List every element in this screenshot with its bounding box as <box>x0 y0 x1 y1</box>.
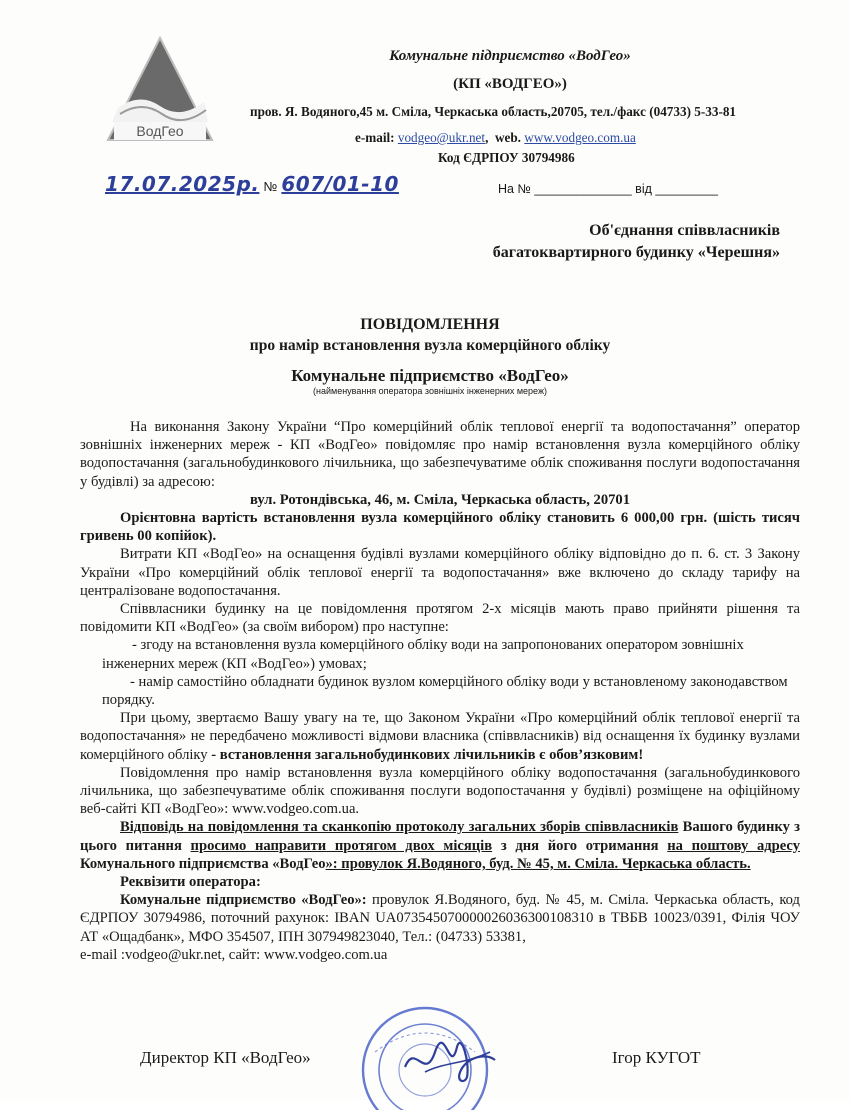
recipient-block <box>440 220 780 264</box>
response-part-c: просимо направити протягом двох місяців <box>190 837 493 854</box>
doc-title: ПОВІДОМЛЕННЯ <box>360 316 500 333</box>
paragraph-mandatory <box>80 709 800 764</box>
outgoing-number: 607/01-10 <box>281 172 399 196</box>
response-part-d: з дня його отримання <box>492 837 668 854</box>
ref-blank: ______________ <box>534 182 632 196</box>
from-label: від <box>635 182 652 196</box>
outgoing-date: 17.07.2025р. <box>105 172 260 196</box>
requisites-email: e-mail :vodgeo@ukr.net, сайт: www.vodgeo.com.ua <box>80 946 388 963</box>
email-link[interactable]: vodgeo@ukr.net <box>397 130 486 145</box>
response-part-a: Відповідь на повідомлення та сканкопію протоколу загальних зборів співвласників <box>120 819 679 836</box>
paragraph-response <box>80 818 800 873</box>
requisites-body: провулок Я.Водяного, буд. № 45, м. Сміла. Черкаська область, код ЄДРПОУ 30794986, поточний рахунок: IBAN UA073545070000026036300108310 в ТВБВ 10023/0391, Філія ЧОУ АТ «Ощадбанк», МФО 354507, ІПН 307949823040, Тел.: (04733) 53381, <box>80 892 800 945</box>
paragraph-website: Повідомлення про намір встановлення вузла комерційного обліку водопостачання (загальнобудинкового лічильника, що забезпечуватиме облік споживання послуги водопостачання у будівлі) розміщене на офіційному веб-сайті КП «ВодГео»: www.vodgeo.com.ua. <box>80 764 800 818</box>
option-self-install: - намір самостійно обладнати будинок вузлом комерційного обліку води у встановленому законодавством порядку. <box>102 673 788 709</box>
outgoing-num-label: № <box>263 179 278 194</box>
signer-name: Ігор КУГОТ <box>612 1048 701 1067</box>
option-consent: - згоду на встановлення вузла комерційного обліку води на запропонованих оператором зовнішніх інженерних мереж (КП «ВодГео») умовах; <box>102 637 744 672</box>
paragraph-rights: Співвласники будинку на це повідомлення протягом 2-х місяців мають право прийняти рішення та повідомити КП «ВодГео» (за своїм вибором) про наступне: <box>80 601 800 636</box>
cost-paragraph: Орієнтовна вартість встановлення вузла комерційного обліку становить 6 000,00 грн. (шість тисяч гривень 00 копійок). <box>80 510 800 545</box>
logo-text: ВодГео <box>136 123 184 139</box>
vodgeo-logo <box>100 30 220 150</box>
outgoing-line <box>105 172 435 204</box>
paragraph-costs: Витрати КП «ВодГео» на оснащення будівлі вузлами комерційного обліку відповідно до п. 6. ст. 3 Закону України «Про комерційний облік теплової енергії та водопостачання» вже включено до складу тарифу на централізоване водопостачання. <box>80 546 800 599</box>
requisites-bold: Комунальне підприємство «ВодГео»: <box>120 892 367 909</box>
mandatory-text: При цьому, звертаємо Вашу увагу на те, що Законом України «Про комерційний облік теплової енергії та водопостачання» не передбачено можливості відмови власника (співвласників) від оснащення їх будинку вузлами комерційного обліку <box>80 710 800 763</box>
org-contacts: e-mail: vodgeo@ukr.net, web. www.vodgeo.com.ua <box>355 130 636 145</box>
mandatory-end: ! <box>638 746 644 763</box>
letter-body <box>80 418 800 964</box>
email-label: e-mail: <box>355 130 395 145</box>
recipient-line-1: Об'єднання співвласників <box>589 222 780 239</box>
ref-label: На № <box>498 182 531 196</box>
from-blank: _________ <box>655 182 718 196</box>
object-address: вул. Ротондівська, 46, м. Сміла, Черкаська область, 20701 <box>249 491 631 508</box>
paragraph-intro: На виконання Закону України “Про комерційний облік теплової енергії та водопостачання” оператор зовнішніх інженерних мереж - КП «ВодГео» повідомляє про намір встановлення вузла комерційного обліку водопостачання (загальнобудинкового лічильника, що забезпечуватиме облік споживання послуги водопостачання у будівлі) за адресою: <box>80 419 800 490</box>
org-edrpou: Код ЄДРПОУ 30794986 <box>438 150 575 165</box>
handwritten-signature <box>395 1022 505 1092</box>
recipient-line-2: багатоквартирного будинку «Черешня» <box>492 244 780 261</box>
web-label: web. <box>494 130 521 145</box>
doc-subtitle: про намір встановлення вузла комерційного обліку <box>249 337 611 354</box>
signer-position: Директор КП «ВодГео» <box>140 1048 311 1067</box>
org-name: Комунальне підприємство «ВодГео» <box>389 48 631 64</box>
reference-line <box>498 182 798 196</box>
response-part-e: на поштову адресу <box>667 837 800 854</box>
requisites-text <box>80 891 800 946</box>
operator-name: Комунальне підприємство «ВодГео» <box>291 366 569 385</box>
operator-caption: (найменування оператора зовнішніх інженерних мереж) <box>313 386 547 396</box>
org-abbr: (КП «ВОДГЕО») <box>453 76 567 92</box>
response-part-b: Вашого будинку з цього питання <box>80 819 800 854</box>
response-part-f: Комунального підприємства «ВодГео <box>80 855 326 872</box>
response-part-g: »: провулок Я.Водяного, буд. № 45, м. Сміла. Черкаська область. <box>325 855 751 872</box>
requisites-title: Реквізити оператора: <box>120 874 261 891</box>
org-address: пров. Я. Водяного,45 м. Сміла, Черкаська область,20705, тел./факс (04733) 5-33-81 <box>250 104 737 119</box>
web-link[interactable]: www.vodgeo.com.ua <box>524 130 636 145</box>
mandatory-bold: - встановлення загальнобудинкових лічильників є обов’язковим <box>211 746 639 763</box>
